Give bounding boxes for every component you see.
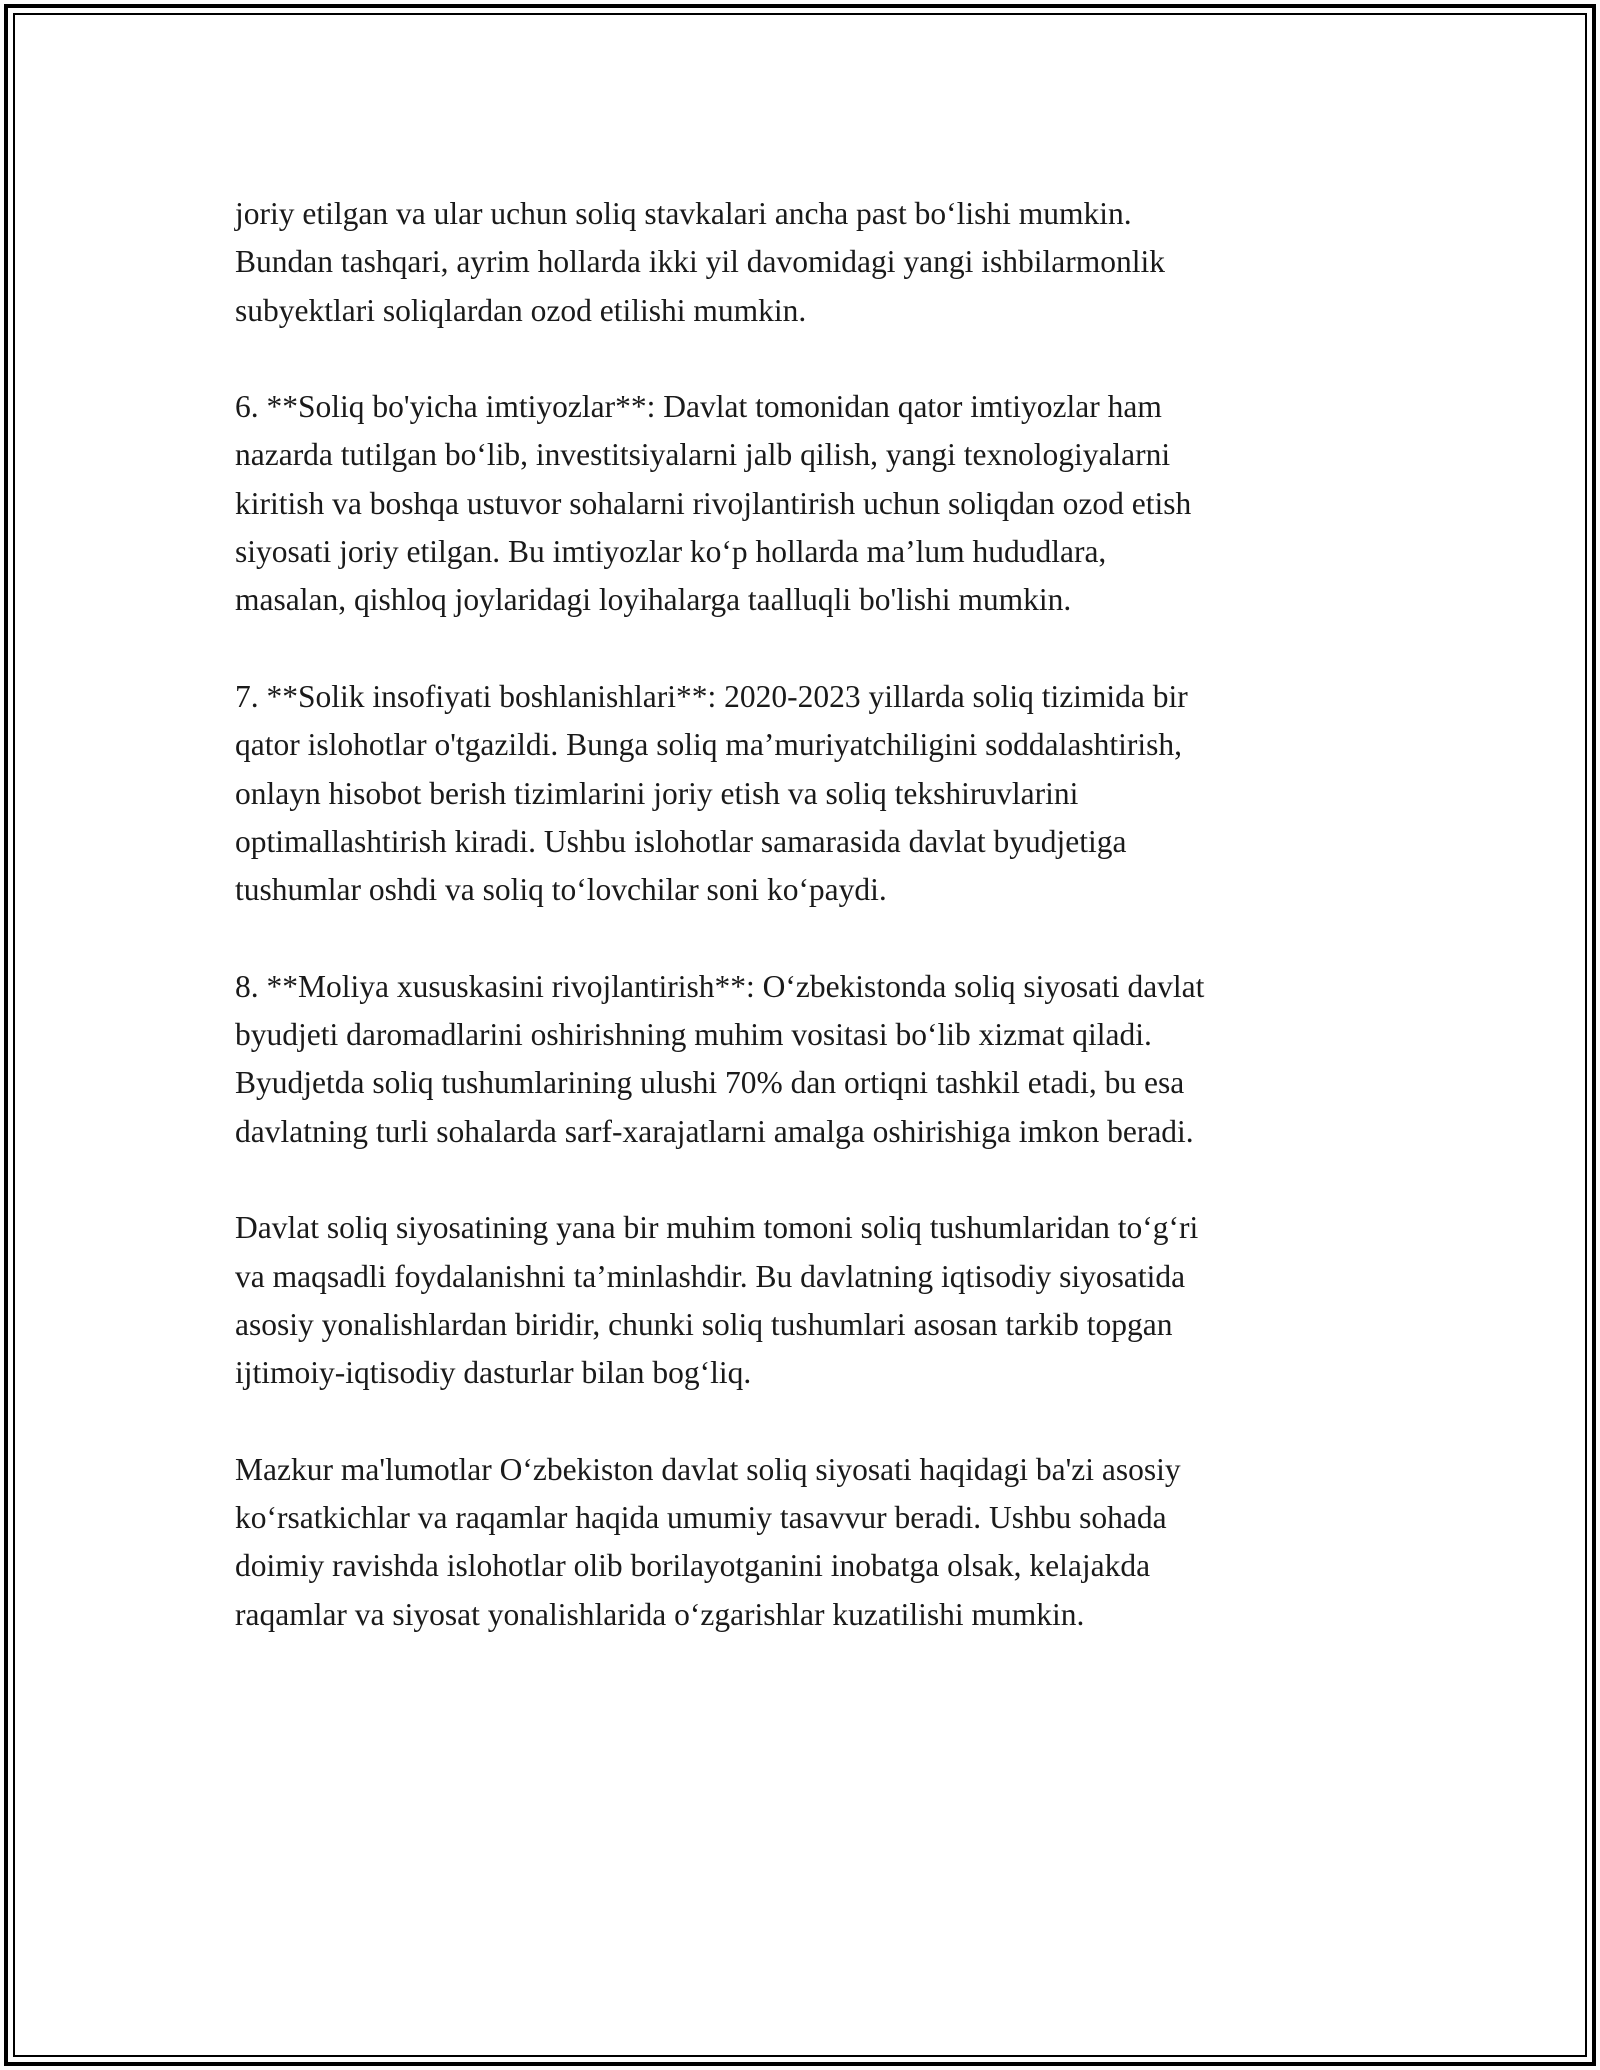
text-line: subyektlari soliqlardan ozod etilishi mumkin. xyxy=(235,292,807,328)
text-line: byudjeti daromadlarini oshirishning muhim vositasi boʻlib xizmat qiladi. xyxy=(235,1017,1152,1053)
text-line: va maqsadli foydalanishni taʼminlashdir. Bu davlatning iqtisodiy siyosatida xyxy=(235,1258,1186,1294)
text-line: Davlat soliq siyosatining yana bir muhim tomoni soliq tushumlaridan toʻgʻri xyxy=(235,1210,1199,1246)
paragraph-intro-continuation xyxy=(235,190,1385,335)
text-line: optimallashtirish kiradi. Ushbu islohotlar samarasida davlat byudjetiga xyxy=(235,823,1127,859)
text-line: Mazkur ma'lumotlar Oʻzbekiston davlat soliq siyosati haqidagi ba'zi asosiy xyxy=(235,1451,1181,1487)
text-line: 7. **Solik insofiyati boshlanishlari**: 2020-2023 yillarda soliq tizimida bir xyxy=(235,678,1188,714)
text-line: tushumlar oshdi va soliq toʻlovchilar soni koʻpaydi. xyxy=(235,872,887,908)
text-line: davlatning turli sohalarda sarf-xarajatlarni amalga oshirishiga imkon beradi. xyxy=(235,1113,1194,1149)
text-line: koʻrsatkichlar va raqamlar haqida umumiy tasavvur beradi. Ushbu sohada xyxy=(235,1500,1167,1536)
text-line: doimiy ravishda islohotlar olib borilayotganini inobatga olsak, kelajakda xyxy=(235,1548,1151,1584)
text-line: 8. **Moliya xususkasini rivojlantirish**: Oʻzbekistonda soliq siyosati davlat xyxy=(235,968,1205,1004)
text-line: asosiy yonalishlardan biridir, chunki soliq tushumlari asosan tarkib topgan xyxy=(235,1306,1173,1342)
text-line: ijtimoiy-iqtisodiy dasturlar bilan bogʻliq. xyxy=(235,1355,752,1391)
text-line: masalan, qishloq joylaridagi loyihalarga taalluqli bo'lishi mumkin. xyxy=(235,582,1072,618)
paragraph-tax-revenue-use xyxy=(235,1204,1385,1397)
text-line: joriy etilgan va ular uchun soliq stavkalari ancha past boʻlishi mumkin. xyxy=(235,196,1132,231)
document-body xyxy=(235,190,1385,1687)
paragraph-conclusion xyxy=(235,1446,1385,1639)
paragraph-item-7 xyxy=(235,673,1385,914)
text-line: raqamlar va siyosat yonalishlarida oʻzgarishlar kuzatilishi mumkin. xyxy=(235,1596,1085,1632)
text-line: kiritish va boshqa ustuvor sohalarni rivojlantirish uchun soliqdan ozod etish xyxy=(235,485,1192,521)
paragraph-item-6 xyxy=(235,383,1385,624)
text-line: siyosati joriy etilgan. Bu imtiyozlar koʻp hollarda maʼlum hududlara, xyxy=(235,534,1107,570)
text-line: qator islohotlar o'tgazildi. Bunga soliq maʼmuriyatchiligini soddalashtirish, xyxy=(235,727,1183,763)
text-line: Bundan tashqari, ayrim hollarda ikki yil davomidagi yangi ishbilarmonlik xyxy=(235,244,1165,280)
text-line: onlayn hisobot berish tizimlarini joriy etish va soliq tekshiruvlarini xyxy=(235,775,1079,811)
paragraph-item-8 xyxy=(235,963,1385,1156)
text-line: 6. **Soliq bo'yicha imtiyozlar**: Davlat tomonidan qator imtiyozlar ham xyxy=(235,389,1162,425)
text-line: Byudjetda soliq tushumlarining ulushi 70% dan ortiqni tashkil etadi, bu esa xyxy=(235,1065,1185,1101)
text-line: nazarda tutilgan boʻlib, investitsiyalarni jalb qilish, yangi texnologiyalarni xyxy=(235,437,1171,473)
